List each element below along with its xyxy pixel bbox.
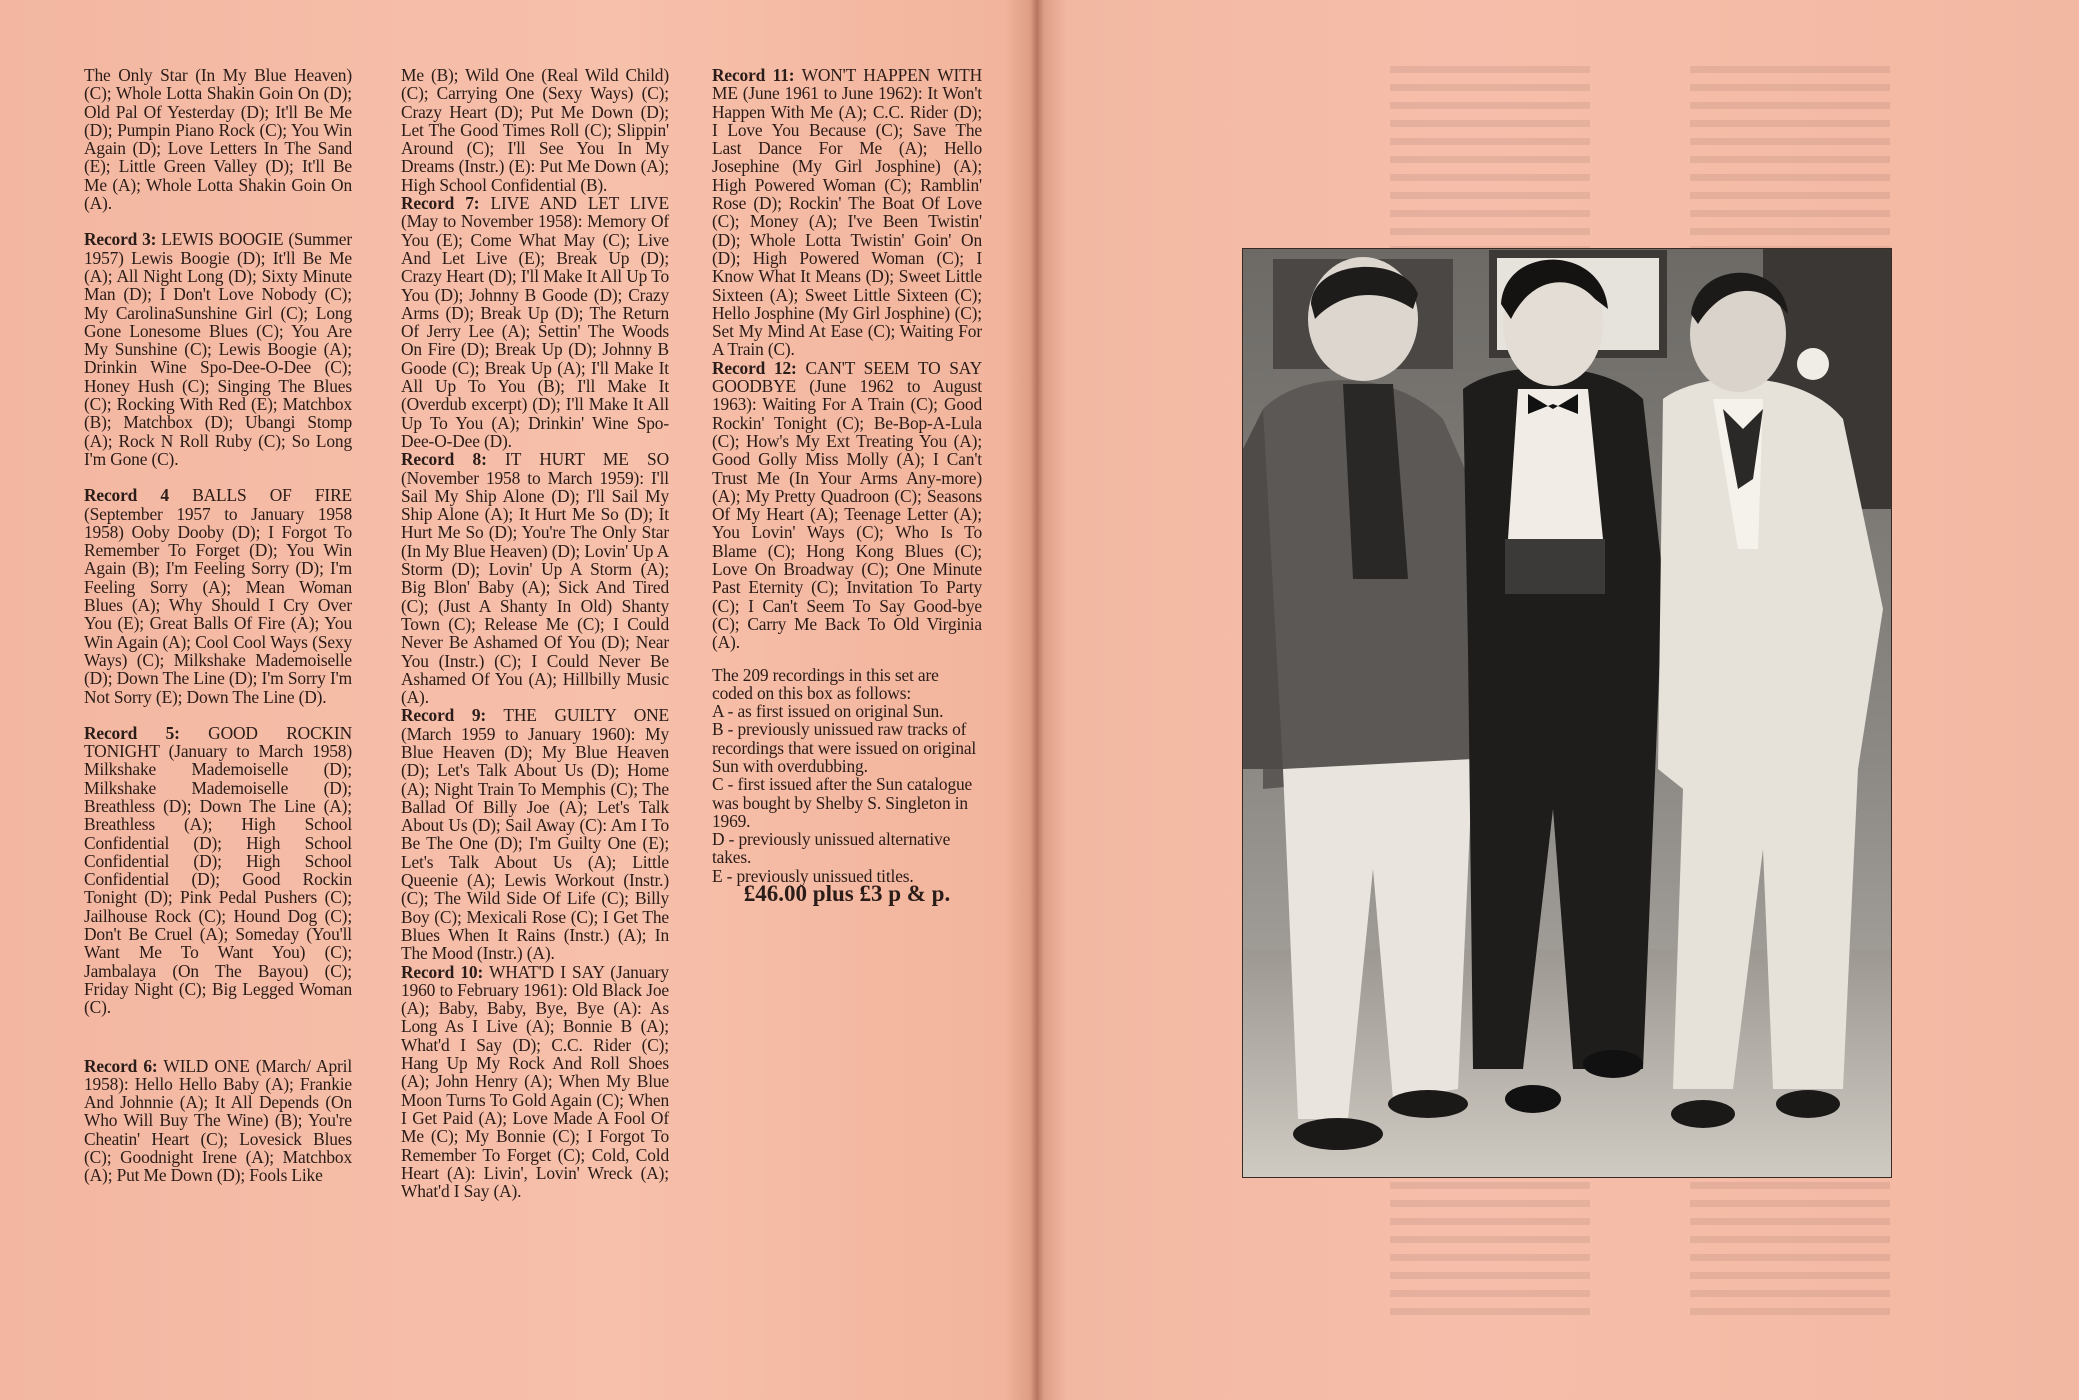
text-column-1 <box>84 66 352 1185</box>
record-10-heading: Record 10: <box>401 961 484 982</box>
record-12-entry <box>712 359 982 652</box>
legend-code-a: A - as first issued on original Sun. <box>712 701 944 722</box>
record-3-tracks: LEWIS BOOGIE (Summer 1957) Lewis Boogie (D); It'll Be Me (A); All Night Long (D); Sixty Minute Man (D); I Don't Love Nobody (C); My CarolinaSunshine Girl (C); Long Gone Lonesome Blues (C); You Are My Sunshine (C); Lewis Boogie (A); Drinkin Wine Spo-Dee-O-Dee (C); Honey Hush (C); Singing The Blues (C); Rocking With Red (E); Matchbox (B); Matchbox (D); Ubangi Stomp (A); Rock N Roll Ruby (C); So Long I'm Gone (C). <box>84 229 352 469</box>
legend-intro: The 209 recordings in this set are coded on this box as follows: <box>712 664 939 703</box>
legend-code-b: B - previously unissued raw tracks of recordings that were issued on original Sun with overdubbing. <box>712 719 977 776</box>
record-6-entry <box>84 1057 352 1185</box>
record-5-entry <box>84 724 352 1017</box>
record-9-heading: Record 9: <box>401 705 487 726</box>
record-8-tracks: IT HURT ME SO (November 1958 to March 1959): I'll Sail My Ship Alone (D); I'll Sail My Ship Alone (A); It Hurt Me So (D); It Hurt Me So (D); You're The Only Star (In My Blue Heaven) (D); Lovin' Up A Storm (D); Lovin' Up A Storm (A); Big Blon' Baby (A); Sick And Tired (C); (Just A Shanty In Old) Shanty Town (C); Release Me (C); I Could Never Be Ashamed Of You (D); Near You (Instr.) (C); I Could Never Be Ashamed Of You (A); Hillbilly Music (A). <box>401 449 669 708</box>
record-7-tracks: LIVE AND LET LIVE (May to November 1958): Memory Of You (E); Come What May (C); Live And Let Live (E); Break Up (D); Crazy Heart (D); I'll Make It All Up To You (D); Johnny B Goode (D); Crazy Arms (D); Break Up (D); The Return Of Jerry Lee (A); Settin' The Woods On Fire (D); Break Up (D); Johnny B Goode (C); Break Up (A); I'll Make It All Up To You (B); I'll Make It (Overdub excerpt) (D); I'll Make It All Up To You (A); Drinkin' Wine Spo-Dee-O-Dee (D). <box>401 193 669 451</box>
track-list-continued: The Only Star (In My Blue Heaven) (C); Whole Lotta Shakin Goin On (D); Old Pal Of Yesterday (D); It'll Be Me (D); Pumpin Piano Rock (C); You Win Again (D); Love Letters In The Sand (E); Little Green Valley (D); It'll Be Me (A); Whole Lotta Shakin Goin On (A). <box>84 65 352 214</box>
record-8-heading: Record 8: <box>401 449 487 470</box>
record-11-heading: Record 11: <box>712 65 795 85</box>
legend-code-c: C - first issued after the Sun catalogue was bought by Shelby S. Singleton in 1969. <box>712 774 973 831</box>
price: £46.00 plus £3 p & p. <box>743 881 951 907</box>
record-12-tracks: CAN'T SEEM TO SAY GOODBYE (June 1962 to August 1963): Waiting For A Train (C); Good Rockin' Tonight (C); Be-Bop-A-Lula (C); How's My Ext Treating You (A); Good Golly Miss Molly (A); I Can't Trust Me (In Your Arms Any-more) (A); My Pretty Quadroon (C); Seasons Of My Heart (A); Teenage Letter (A); You Lovin' Ways (C); Who Is To Blame (C); Hong Kong Blues (C); Love On Broadway (C); One Minute Past Eternity (C); Invitation To Party (C); I Can't Seem To Say Good-bye (C); Carry Me Back To Old Virginia (A). <box>712 357 982 653</box>
record-7-heading: Record 7: <box>401 193 480 214</box>
record-3-heading: Record 3: <box>84 229 157 250</box>
record-11-tracks: WON'T HAPPEN WITH ME (June 1961 to June 1962): It Won't Happen With Me (A); C.C. Rider (D); I Love You Because (C); Save The Last Dance For Me (A); Hello Josephine (My Girl Josphine) (A); High Powered Woman (C); Ramblin' Rose (D); Rockin' The Boat Of Love (C); Money (A); I've Been Twistin' (D); Whole Lotta Twistin' Goin' On (D); High Powered Woman (C); I Know What It Means (D); Sweet Little Sixteen (A); Sweet Little Sixteen (C); Hello Josphine (My Girl Josphine) (C); Set My Mind At Ease (C); Waiting For A Train (C). <box>712 65 982 360</box>
record-6-tracks-continued: Me (B); Wild One (Real Wild Child) (C); Carrying One (Sexy Ways) (C); Crazy Heart (D); Put Me Down (D); Let The Good Times Roll (C); Slippin' Around (C); I'll See You In My Dreams (Instr.) (E): Put Me Down (A); High School Confidential (B). <box>401 65 669 195</box>
record-4-entry <box>84 486 352 706</box>
legend-code-d: D - previously unissued alternative takes. <box>712 829 951 868</box>
record-10-tracks: WHAT'D I SAY (January 1960 to February 1961): Old Black Joe (A); Baby, Baby, Bye, Bye (A): As Long As I Live (A); Bonnie B (A); What'd I Say (D); C.C. Rider (C); Hang Up My Rock And Roll Shoes (A); John Henry (A); When My Blue Moon Turns To Gold Again (C); When I Get Paid (A); Love Made A Fool Of Me (C); My Bonnie (C); I Forgot To Remember To Forget (C); Cold, Cold Heart (A): Livin', Lovin' Wreck (A); What'd I Say (A). <box>401 961 669 1202</box>
record-3-entry <box>84 230 352 468</box>
record-5-tracks: GOOD ROCKIN TONIGHT (January to March 1958) Milkshake Mademoiselle (D); Milkshake Mademoiselle (D); Breathless (D); Down The Line (A); Breathless (A); High School Confidential (D); High School Confidential (D); High School Confidential (D); Good Rockin Tonight (D); Pink Pedal Pushers (C); Jailhouse Rock (C); Hound Dog (C); Don't Be Cruel (A); Someday (You'll Want Me To Want You) (C); Jambalaya (On The Bayou) (C); Friday Night (C); Big Legged Woman (C). <box>84 722 352 1018</box>
record-9-tracks: THE GUILTY ONE (March 1959 to January 1960): My Blue Heaven (D); My Blue Heaven (D); Let's Talk About Us (D); Home (A); Night Train To Memphis (C); The Ballad Of Billy Joe (A); Let's Talk About Us (D); Sail Away (C): Am I To Be The One (D); I'm Guilty One (E); Let's Talk About Us (A); Little Queenie (A); Lewis Workout (Instr.) (C); The Wild Side Of Life (C); Billy Boy (C); Mexicali Rose (C); I Get The Blues When It Rains (Instr.) (A); In The Mood (Instr.) (A). <box>401 705 669 964</box>
record-8-entry <box>401 450 669 706</box>
record-5-heading: Record 5: <box>84 722 180 743</box>
record-12-heading: Record 12: <box>712 357 797 378</box>
record-10-entry <box>401 963 669 1201</box>
record-6-heading: Record 6: <box>84 1055 158 1076</box>
recording-code-legend <box>712 666 982 886</box>
record-7-entry <box>401 194 669 450</box>
page-gutter <box>1030 0 1044 1400</box>
photo-image <box>1243 249 1891 1177</box>
text-column-2 <box>401 66 669 1200</box>
legend-code-e: E - previously unissued titles. <box>712 865 914 886</box>
record-9-entry <box>401 706 669 962</box>
record-11-entry <box>712 66 982 359</box>
record-6-tracks: WILD ONE (March/ April 1958): Hello Hello Baby (A); Frankie And Johnnie (A); It All Depends (On Who Will Buy The Wine) (B); You're Cheatin' Heart (C); Lovesick Blues (C); Goodnight Irene (A); Matchbox (A); Put Me Down (D); Fools Like <box>84 1055 353 1186</box>
record-4-heading: Record 4 <box>84 485 169 506</box>
text-column-3 <box>712 65 982 907</box>
record-4-tracks: BALLS OF FIRE (September 1957 to January 1958 1958) Ooby Dooby (D); I Forgot To Remember To Forget (D); You Win Again (B); I'm Feeling Sorry (D); I'm Feeling Sorry (A); Mean Woman Blues (A); Why Should I Cry Over You (E); Great Balls Of Fire (A); You Win Again (A); Cool Cool Ways (Sexy Ways) (C); Milkshake Mademoiselle (D); Down The Line (D); I'm Sorry I'm Not Sorry (E); Down The Line (D). <box>84 485 352 707</box>
photograph-three-men <box>1242 248 1892 1178</box>
